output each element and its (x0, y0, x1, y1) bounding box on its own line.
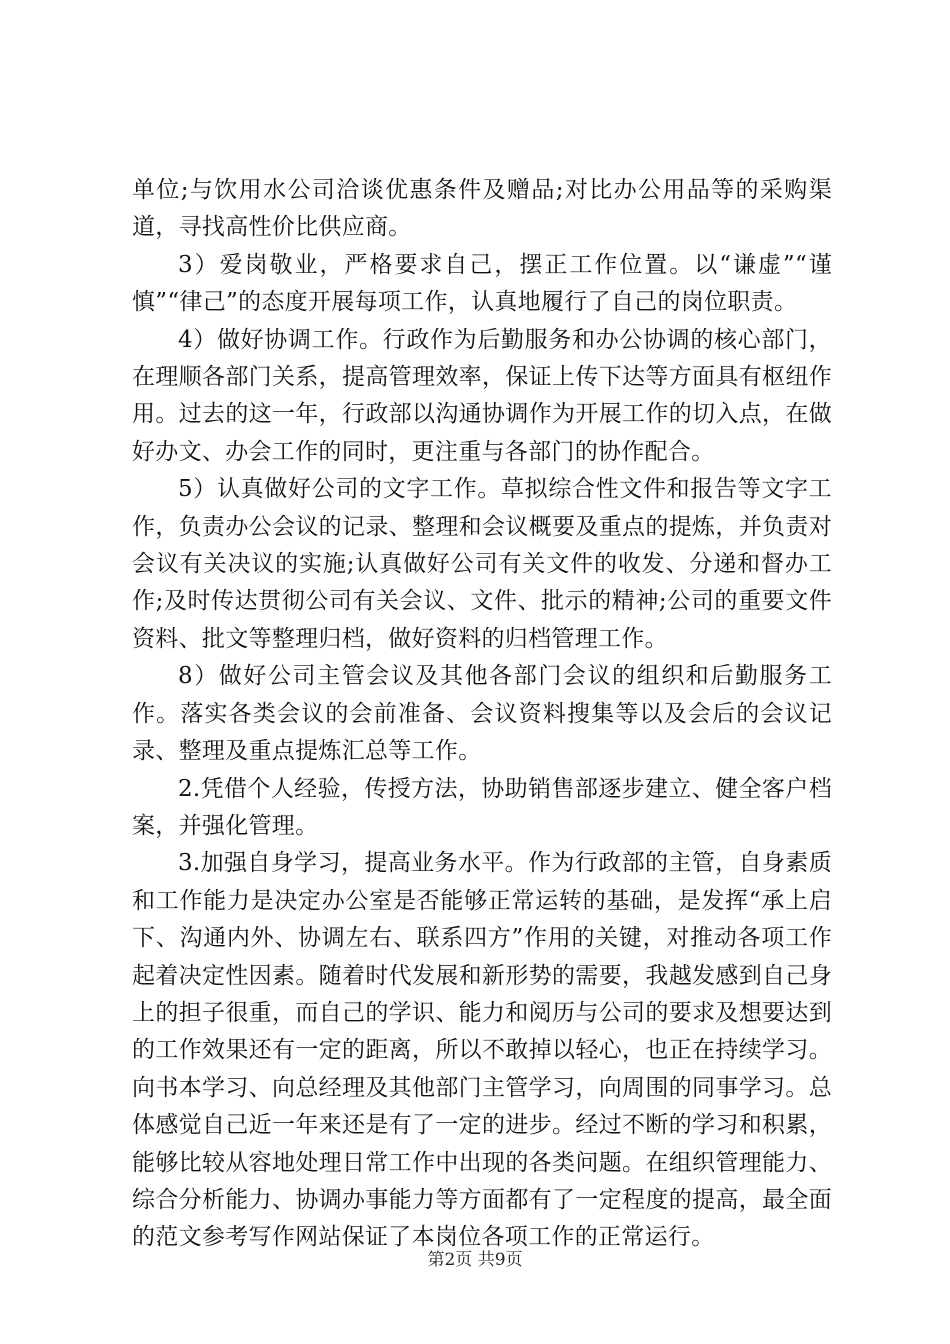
document-body (132, 172, 832, 1257)
paragraph-4: 5）认真做好公司的文字工作。草拟综合性文件和报告等文字工作，负责办公会议的记录、整理和会议概要及重点的提炼，并负责对会议有关决议的实施;认真做好公司有关文件的收发、分递和督办工作;及时传达贯彻公司有关会议、文件、批示的精神;公司的重要文件资料、批文等整理归档，做好资料的归档管理工作。 (132, 476, 832, 652)
paragraph-7: 3.加强自身学习，提高业务水平。作为行政部的主管，自身素质和工作能力是决定办公室是否能够正常运转的基础，是发挥“承上启下、沟通内外、协调左右、联系四方”作用的关键，对推动各项工作起着决定性因素。随着时代发展和新形势的需要，我越发感到自己身上的担子很重，而自己的学识、能力和阅历与公司的要求及想要达到的工作效果还有一定的距离，所以不敢掉以轻心，也正在持续学习。向书本学习、向总经理及其他部门主管学习，向周围的同事学习。总体感觉自己近一年来还是有了一定的进步。经过不断的学习和积累，能够比较从容地处理日常工作中出现的各类问题。在组织管理能力、综合分析能力、协调办事能力等方面都有了一定程度的提高，最全面的范文参考写作网站保证了本岗位各项工作的正常运行。 (132, 850, 832, 1251)
page-footer (0, 1245, 950, 1270)
paragraph-5: 8）做好公司主管会议及其他各部门会议的组织和后勤服务工作。落实各类会议的会前准备、会议资料搜集等以及会后的会议记录、整理及重点提炼汇总等工作。 (132, 663, 832, 765)
page-number-label: 第2页 共9页 (427, 1250, 523, 1270)
paragraph-1: 单位;与饮用水公司洽谈优惠条件及赠品;对比办公用品等的采购渠道，寻找高性价比供应商。 (132, 177, 832, 241)
paragraph-6: 2.凭借个人经验，传授方法，协助销售部逐步建立、健全客户档案，并强化管理。 (132, 775, 832, 839)
paragraph-3: 4）做好协调工作。行政作为后勤服务和办公协调的核心部门，在理顺各部门关系，提高管理效率，保证上传下达等方面具有枢纽作用。过去的这一年，行政部以沟通协调作为开展工作的切入点，在做好办文、办会工作的同时，更注重与各部门的协作配合。 (132, 326, 832, 465)
paragraph-2: 3）爱岗敬业，严格要求自己，摆正工作位置。以“谦虚”“谨慎”“律己”的态度开展每项工作，认真地履行了自己的岗位职责。 (132, 251, 832, 316)
